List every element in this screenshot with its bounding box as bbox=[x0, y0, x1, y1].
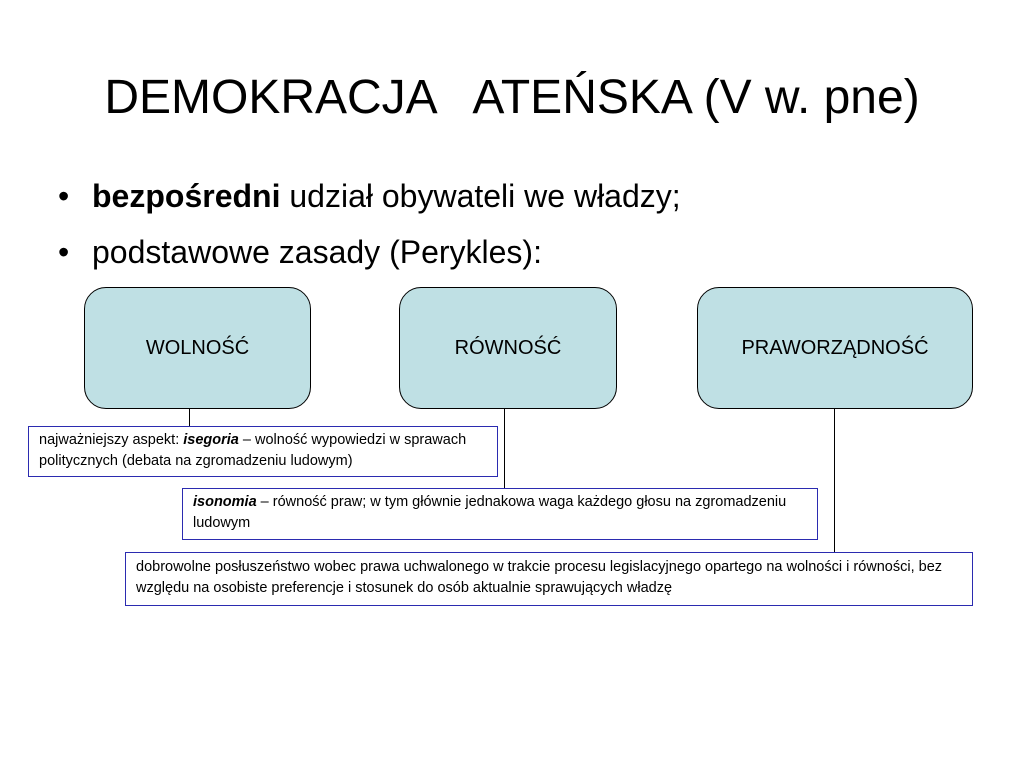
principle-box-rownosc bbox=[399, 287, 617, 409]
principle-label: PRAWORZĄDNOŚĆ bbox=[741, 336, 929, 359]
bullet-item-1 bbox=[58, 176, 681, 232]
note-emphasis: isonomia bbox=[193, 494, 257, 510]
note-emphasis: isegoria bbox=[183, 432, 239, 448]
bullet-list bbox=[58, 176, 681, 288]
bullet-rest-text: podstawowe zasady (Perykles): bbox=[92, 234, 542, 270]
principle-label: RÓWNOŚĆ bbox=[454, 336, 562, 359]
principle-box-praworzadnosc bbox=[697, 287, 973, 409]
connector-rownosc bbox=[504, 398, 505, 489]
note-isonomia bbox=[182, 488, 818, 540]
note-text: dobrowolne posłuszeństwo wobec prawa uchwalonego w trakcie procesu legislacyjnego opartego na wolności i równości, bez względu na osobiste preferencje i stosunek do osób aktualnie sprawujących władzę bbox=[136, 559, 943, 596]
slide-title: DEMOKRACJA ATEŃSKA (V w. pne) bbox=[104, 71, 920, 124]
bullet-icon: • bbox=[58, 178, 70, 214]
principle-box-wolnosc bbox=[84, 287, 311, 409]
principle-label: WOLNOŚĆ bbox=[145, 336, 250, 359]
note-prefix: najważniejszy aspekt: bbox=[39, 432, 184, 448]
connector-praworzadnosc bbox=[834, 398, 835, 553]
bullet-rest-text: udział obywateli we władzy; bbox=[280, 178, 681, 214]
bullet-item-2 bbox=[58, 232, 681, 288]
bullet-icon: • bbox=[58, 234, 70, 270]
note-text: – wolność wypowiedzi w sprawach politycznych (debata na zgromadzeniu ludowym) bbox=[39, 432, 467, 469]
bullet-text bbox=[92, 232, 542, 272]
bullet-bold-text: bezpośredni bbox=[92, 178, 281, 214]
note-praworzadnosc bbox=[125, 552, 973, 606]
bullet-text bbox=[92, 176, 681, 216]
note-isegoria bbox=[28, 426, 498, 477]
note-text: – równość praw; w tym głównie jednakowa waga każdego głosu na zgromadzeniu ludowym bbox=[193, 494, 787, 531]
